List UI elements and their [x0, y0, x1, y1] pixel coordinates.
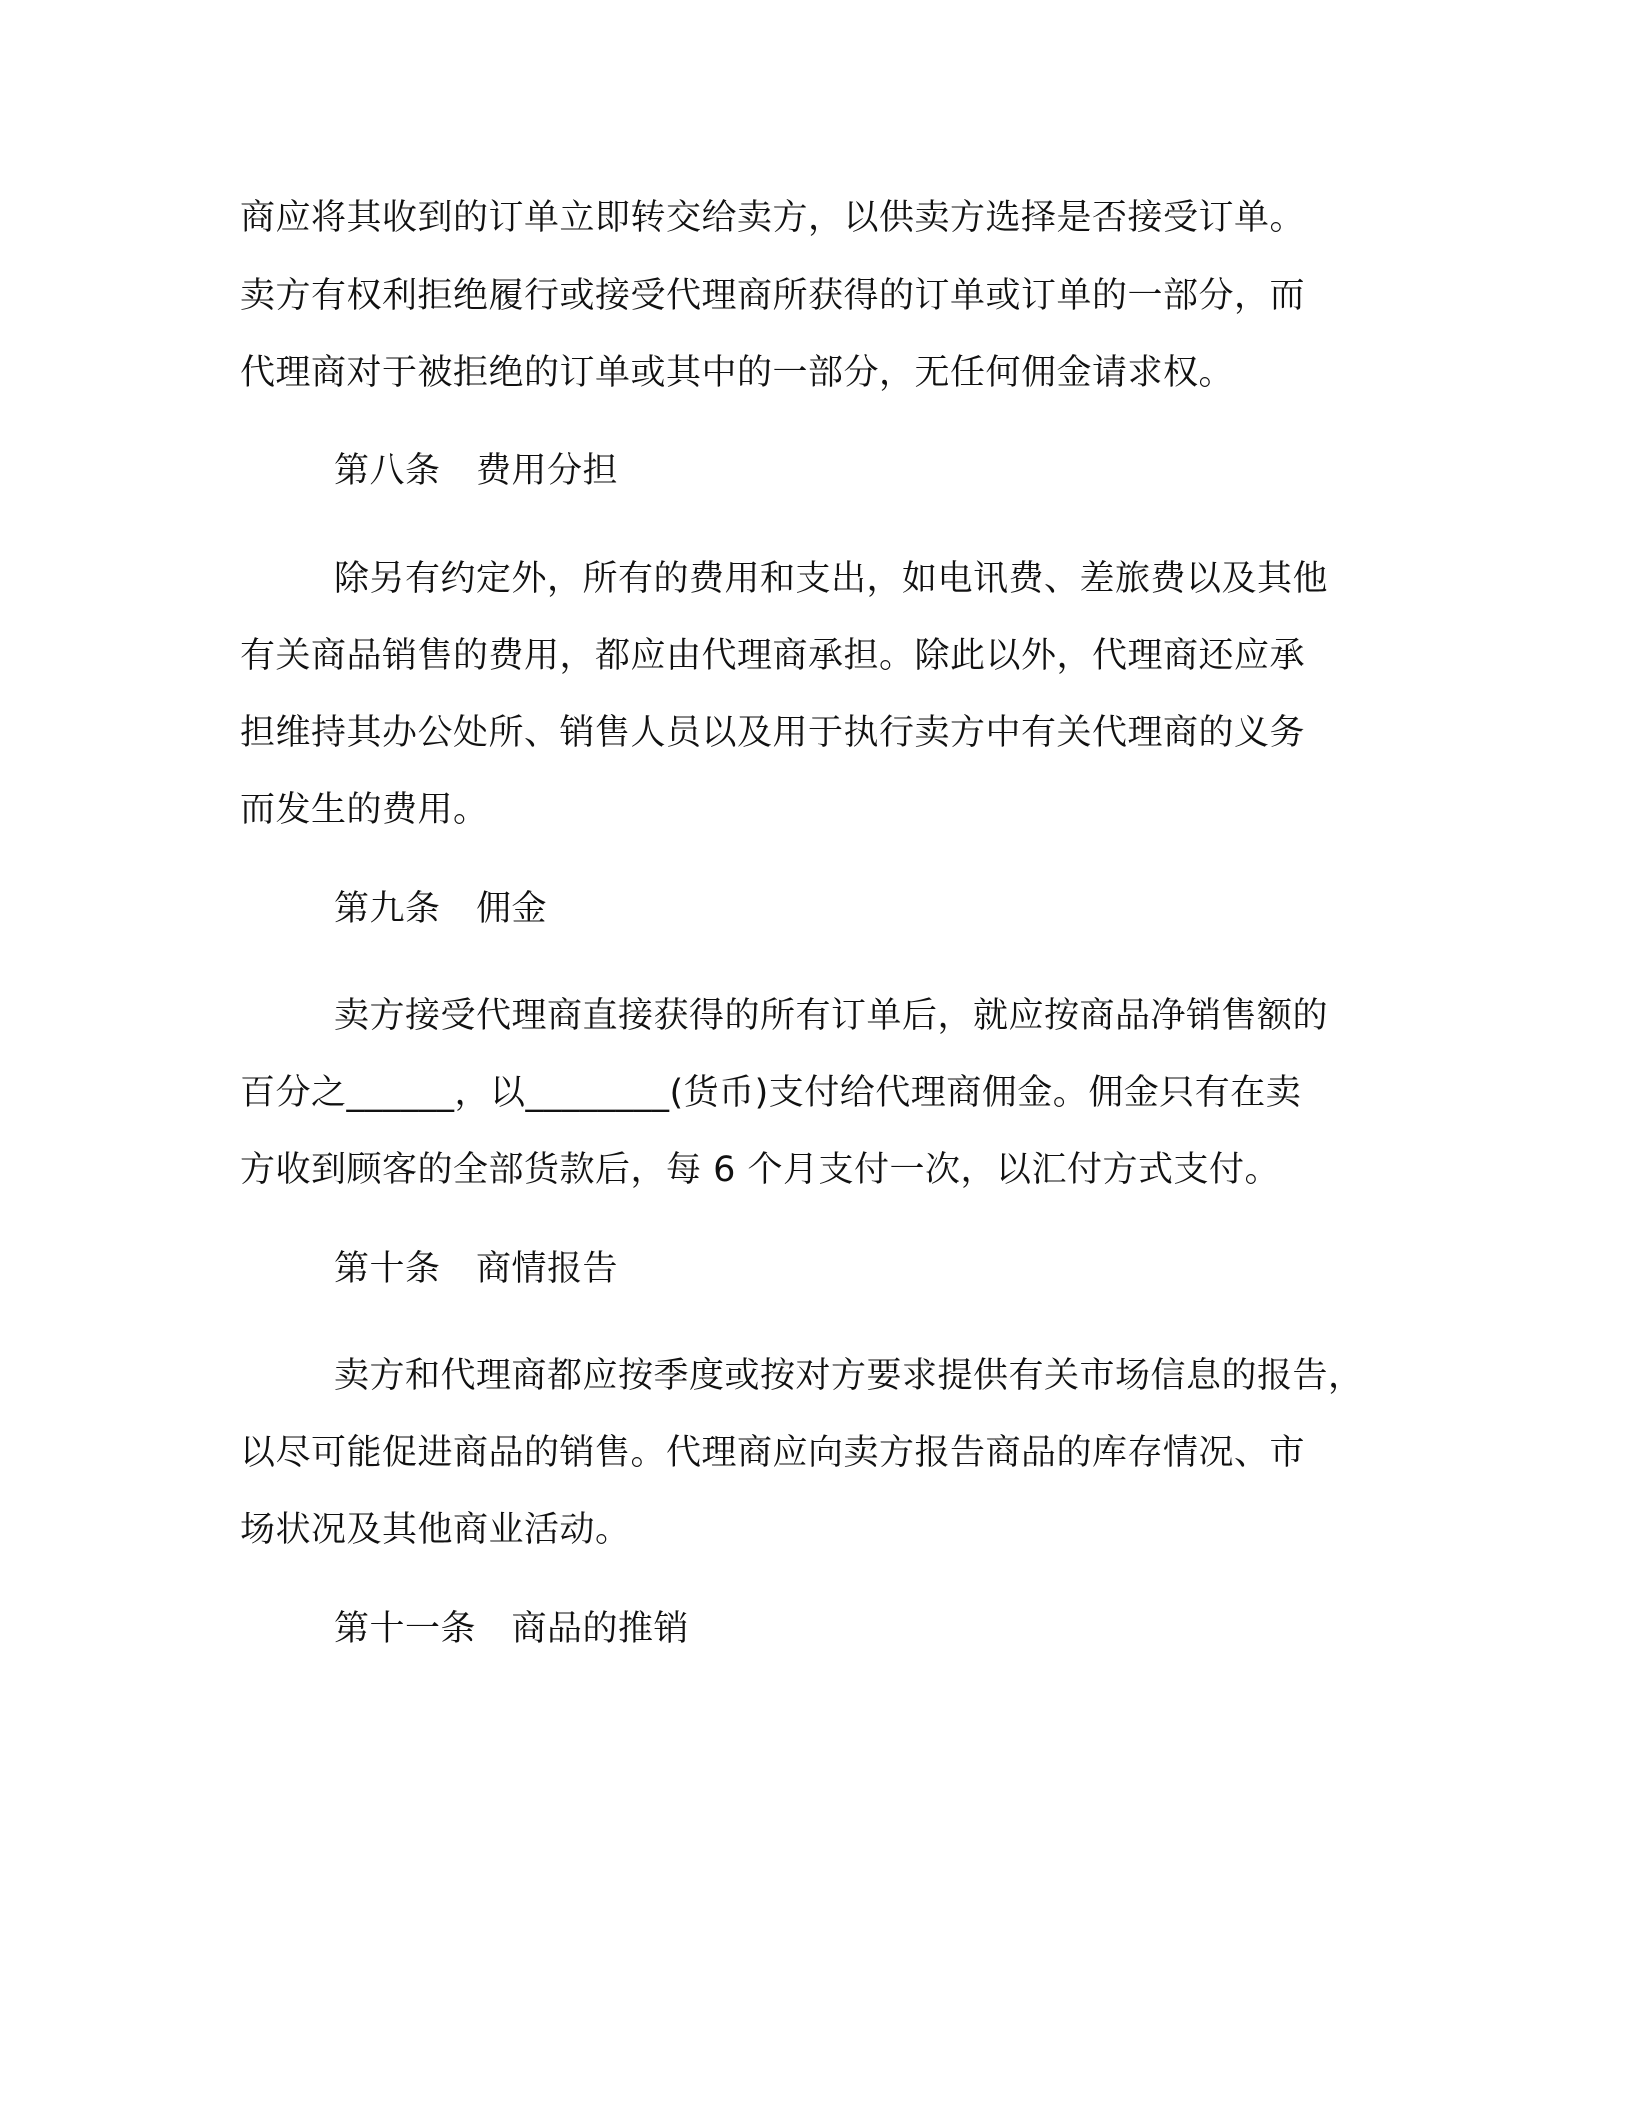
section-heading: 第九条 佣金 [334, 889, 548, 929]
paragraph-line: 商应将其收到的订单立即转交给卖方，以供卖方选择是否接受订单。 [240, 198, 1306, 238]
paragraph-line: 以尽可能促进商品的销售。代理商应向卖方报告商品的库存情况、市 [240, 1433, 1306, 1473]
paragraph-line: 卖方有权利拒绝履行或接受代理商所获得的订单或订单的一部分，而 [240, 276, 1306, 316]
section-heading: 第十条 商情报告 [334, 1249, 619, 1289]
paragraph-line: 场状况及其他商业活动。 [240, 1510, 631, 1550]
paragraph-line: 而发生的费用。 [240, 790, 489, 830]
paragraph-line: 卖方接受代理商直接获得的所有订单后，就应按商品净销售额的 [334, 996, 1329, 1036]
paragraph-line: 有关商品销售的费用，都应由代理商承担。除此以外，代理商还应承 [240, 636, 1306, 676]
section-heading: 第十一条 商品的推销 [334, 1609, 690, 1649]
paragraph-line: 担维持其办公处所、销售人员以及用于执行卖方中有关代理商的义务 [240, 713, 1306, 753]
paragraph-line: 除另有约定外，所有的费用和支出，如电讯费、差旅费以及其他 [334, 559, 1329, 599]
paragraph-line: 代理商对于被拒绝的订单或其中的一部分，无任何佣金请求权。 [240, 353, 1235, 393]
section-heading: 第八条 费用分担 [334, 451, 619, 491]
paragraph-line: 百分之______，以________(货币)支付给代理商佣金。佣金只有在卖 [240, 1073, 1302, 1113]
paragraph-line: 卖方和代理商都应按季度或按对方要求提供有关市场信息的报告， [334, 1356, 1364, 1396]
paragraph-line: 方收到顾客的全部货款后，每 6 个月支付一次，以汇付方式支付。 [240, 1150, 1281, 1190]
